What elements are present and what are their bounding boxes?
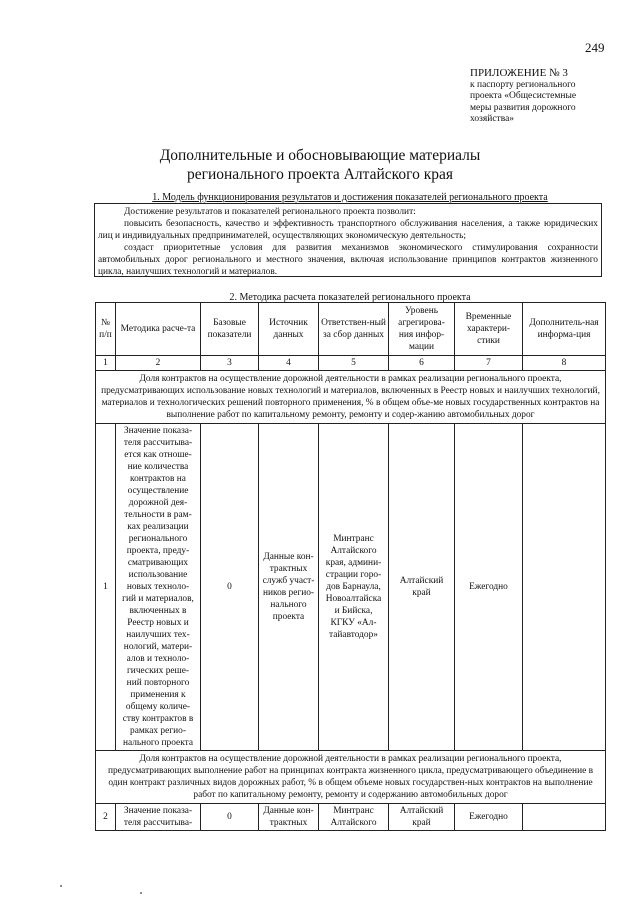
- column-number: 2: [116, 356, 201, 371]
- indicator2-title-row: [96, 751, 606, 804]
- document-title-line-1: Дополнительные и обосновывающие материалы: [159, 147, 481, 164]
- column-number: 4: [259, 356, 319, 371]
- section1-paragraph-2: повысить безопасность, качество и эффективность транспортного обслуживания населения, а также юридических лиц и индивидуальных предпринимателей, осуществляющих экономическую деятельность;: [98, 219, 598, 241]
- header-num: № п/п: [96, 303, 116, 356]
- table-row-2: [96, 804, 606, 831]
- appendix-line-2: проекта «Общесистемные: [470, 91, 577, 101]
- column-number: 7: [455, 356, 523, 371]
- indicator2-title: Доля контрактов на осуществление дорожной деятельности в рамках реализации регионального проекта, предусматривающих выполнение работ на принципах контракта жизненного цикла, предусматривающего объединение в один контракт различных видов дорожных работ, % в общем объеме новых государствен-ных контрактов на выполнение работ по капитальному ремонту, ремонту и содержанию автомобильных дорог: [96, 751, 606, 804]
- page-number: 249: [585, 40, 605, 55]
- indicator1-title-row: [96, 371, 606, 424]
- row1-extra: [523, 424, 606, 751]
- scan-speck: [140, 892, 142, 894]
- column-number: 3: [201, 356, 259, 371]
- row2-base: 0: [201, 804, 259, 831]
- row2-responsible: Минтранс Алтайского: [319, 804, 389, 831]
- section1-paragraph-3: создаст приоритетные условия для развития механизмов экономического стимулирования сохранности автомобильных дорог регионального и местного значения, включая использование принципов контрактов жизненного цикла, наилучших технологий и материалов.: [98, 243, 598, 277]
- row2-methodics: Значение показа- теля рассчитыва-: [116, 804, 201, 831]
- row1-responsible: Минтранс Алтайского края, админи- страции горо- дов Барнаула, Новоалтайска и Бийска, КГКУ «Ал- тайавтодор»: [319, 424, 389, 751]
- column-number-row: [96, 356, 606, 371]
- appendix-line-4: хозяйства»: [470, 114, 515, 124]
- section1-title: 1. Модель функционирования результатов и достижения показателей регионального проекта: [152, 192, 548, 203]
- header-source: Источник данных: [259, 303, 319, 356]
- row1-source: Данные кон- трактных служб участ- ников регио- нального проекта: [259, 424, 319, 751]
- row1-base: 0: [201, 424, 259, 751]
- header-methodics: Методика расче-та: [116, 303, 201, 356]
- appendix-line-1: к паспорту регионального: [470, 79, 576, 90]
- table-header-row: [96, 303, 606, 356]
- document-title-line-2: регионального проекта Алтайского края: [186, 166, 454, 183]
- row1-time: Ежегодно: [455, 424, 523, 751]
- row2-time: Ежегодно: [455, 804, 523, 831]
- row1-methodics: Значение показа- теля рассчитыва- ется как отноше- ние количества контрактов на осуществление дорожной дея- тельности в рам- ках реализации регионального проекта, преду- сматривающих использование новых техноло- гий и материалов, включенных в Реестр новых и наилучших тех- нологий, матери- алов и техноло- гических реше- ний повторного применения к общему количе- ству контрактов в рамках регио- нального проекта: [116, 424, 201, 751]
- indicator1-title: Доля контрактов на осуществление дорожной деятельности в рамках реализации регионального проекта, предусматривающих использование новых технологий и материалов, включенных в Реестр новых и наилучших технологий, материалов и технологических решений повторного применения, % в общем объе-ме новых государственных контрактов на выполнение работ по капитальному ремонту, ремонту и содер-жанию автомобильных дорог: [96, 371, 606, 424]
- header-base: Базовые показатели: [201, 303, 259, 356]
- section1-box: [94, 203, 602, 277]
- row2-extra: [523, 804, 606, 831]
- row2-level: Алтайский край: [389, 804, 455, 831]
- row2-num: 2: [96, 804, 116, 831]
- row1-level: Алтайский край: [389, 424, 455, 751]
- column-number: 8: [523, 356, 606, 371]
- document-title: [60, 146, 580, 184]
- section1-paragraph-1: Достижение результатов и показателей регионального проекта позволит:: [124, 207, 416, 217]
- header-time: Временные характери-стики: [455, 303, 523, 356]
- section2-title: 2. Методика расчета показателей регионального проекта: [229, 292, 471, 303]
- header-responsible: Ответствен-ный за сбор данных: [319, 303, 389, 356]
- appendix-line-3: меры развития дорожного: [470, 102, 576, 113]
- table-row-1: [96, 424, 606, 751]
- row2-source: Данные кон- трактных: [259, 804, 319, 831]
- column-number: 5: [319, 356, 389, 371]
- appendix-note: [470, 68, 630, 126]
- appendix-title: ПРИЛОЖЕНИЕ № 3: [470, 67, 568, 79]
- column-number: 1: [96, 356, 116, 371]
- scan-speck: [60, 885, 62, 887]
- header-level: Уровень агрегирова-ния инфор-мации: [389, 303, 455, 356]
- column-number: 6: [389, 356, 455, 371]
- header-extra: Дополнитель-ная информа-ция: [523, 303, 606, 356]
- row1-num: 1: [96, 424, 116, 751]
- methods-table: [95, 302, 606, 831]
